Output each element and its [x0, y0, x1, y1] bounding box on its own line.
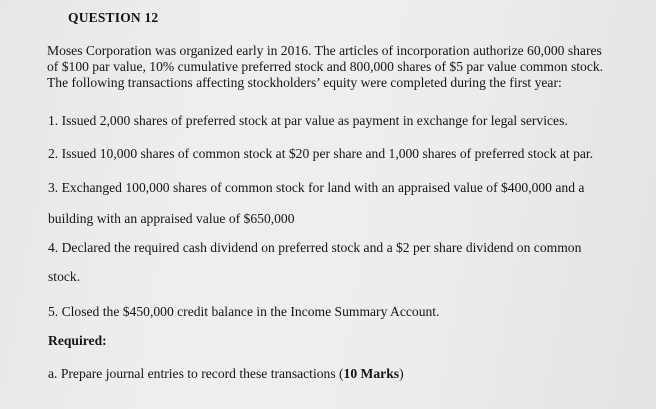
task-a-close: ) — [399, 366, 404, 381]
task-a-marks: 10 Marks — [343, 366, 400, 381]
transaction-3-line-2: building with an appraised value of $650,000 — [48, 211, 295, 226]
transaction-4-line-1: 4. Declared the required cash dividend on preferred stock and a $2 per share dividend on common — [48, 240, 582, 255]
intro-line-3: The following transactions affecting stockholders’ equity were completed during the first year: — [47, 75, 562, 90]
transaction-3-line-1: 3. Exchanged 100,000 shares of common stock for land with an appraised value of $400,000 and a — [48, 180, 585, 195]
task-a — [48, 366, 404, 382]
intro-line-2: of $100 par value, 10% cumulative preferred stock and 800,000 shares of $5 par value common stock. — [47, 59, 604, 74]
transaction-1: 1. Issued 2,000 shares of preferred stock at par value as payment in exchange for legal services. — [48, 113, 568, 128]
question-title: QUESTION 12 — [68, 10, 159, 25]
intro-line-1: Moses Corporation was organized early in 2016. The articles of incorporation authorize 60,000 shares — [47, 43, 602, 58]
transaction-5: 5. Closed the $450,000 credit balance in the Income Summary Account. — [48, 304, 440, 319]
task-a-text: a. Prepare journal entries to record these transactions ( — [48, 366, 344, 381]
required-label: Required: — [48, 333, 107, 348]
transaction-4-line-2: stock. — [48, 269, 81, 284]
transaction-2: 2. Issued 10,000 shares of common stock at $20 per share and 1,000 shares of preferred stock at par. — [48, 146, 594, 161]
